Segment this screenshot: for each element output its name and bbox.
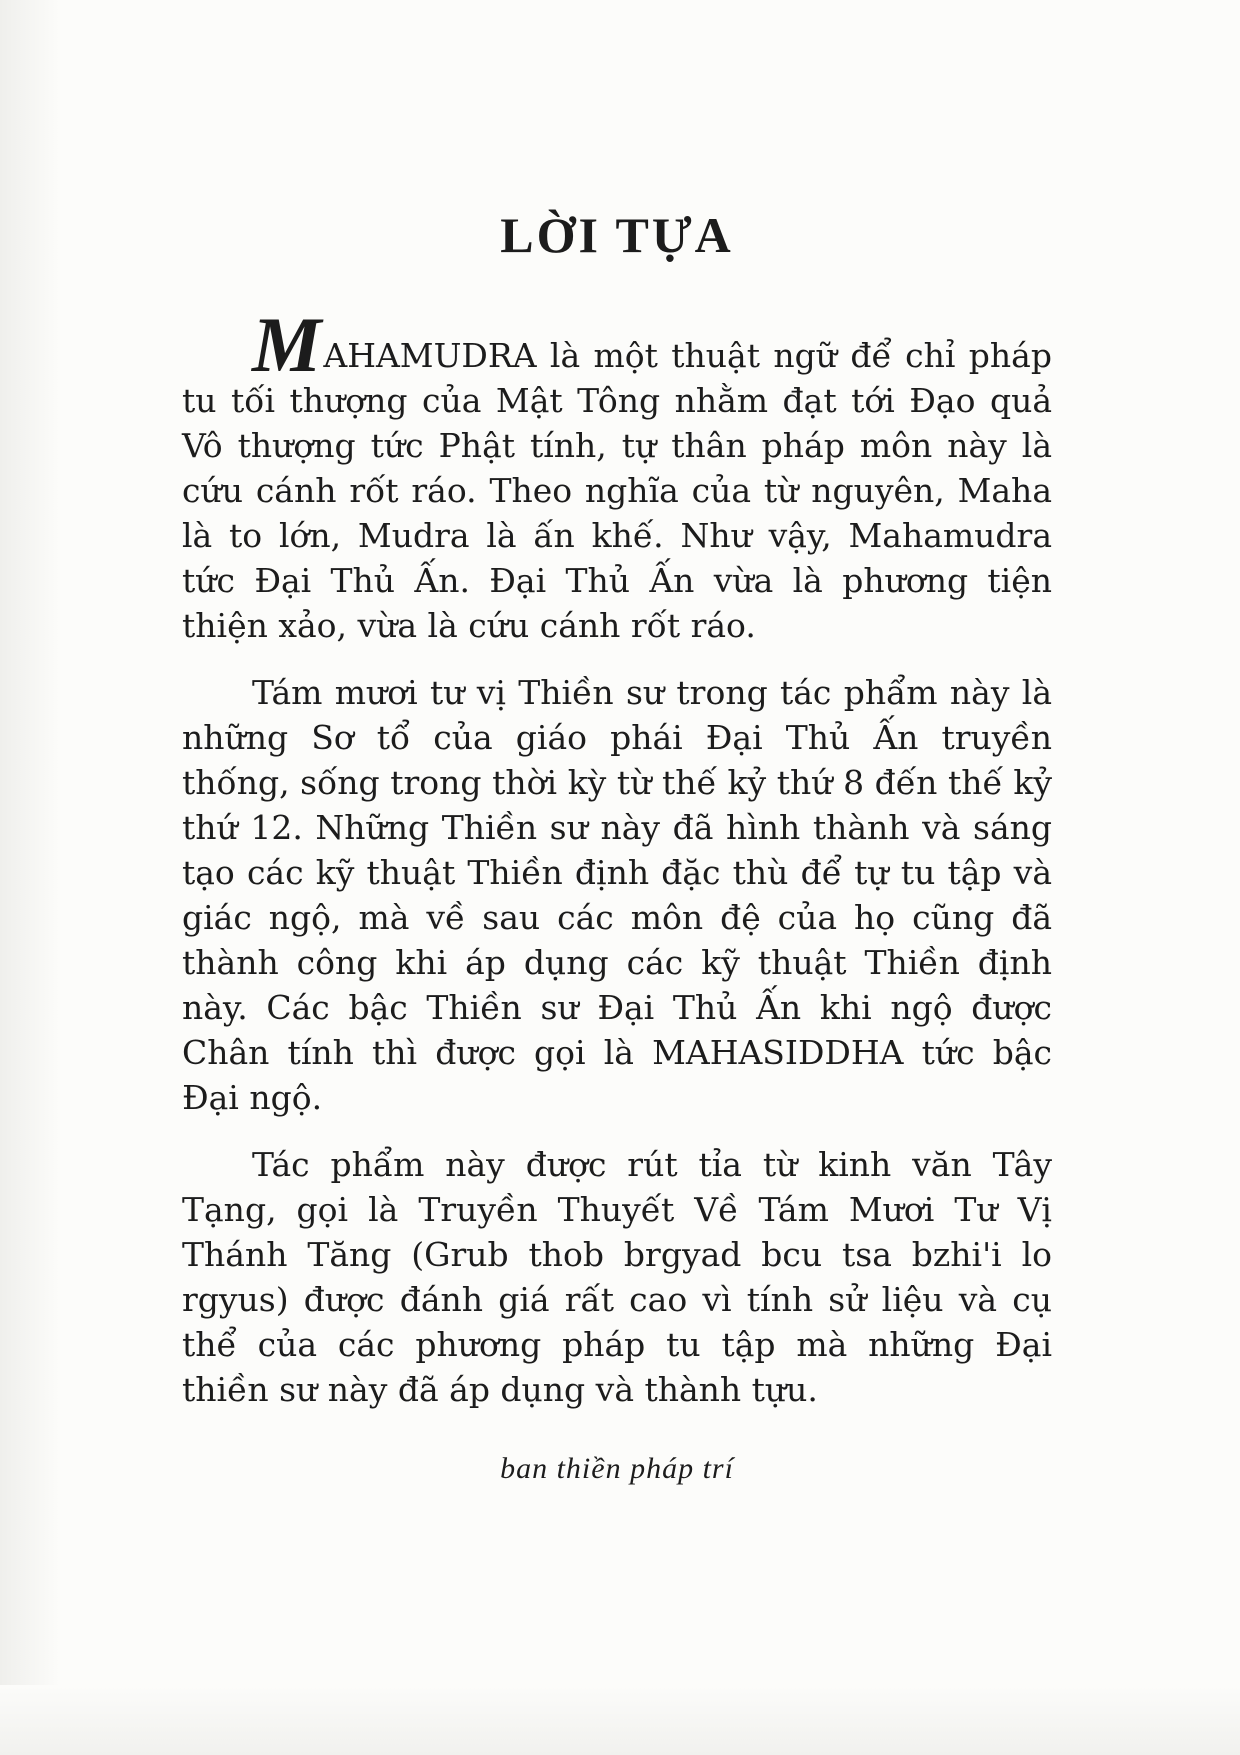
signature: ban thiền pháp trí	[500, 1452, 734, 1485]
scan-shadow-bottom	[0, 1685, 1240, 1755]
page-content	[182, 207, 1052, 1486]
paragraph-source: Tác phẩm này được rút tỉa từ kinh văn Tây Tạng, gọi là Truyền Thuyết Về Tám Mươi Tư Vị Thánh Tăng (Grub thob brgyad bcu tsa bzhi'i lo rgyus) được đánh giá rất cao vì tính sử liệu và cụ thể của các phương pháp tu tập mà những Đại thiền sư này đã áp dụng và thành tựu.	[182, 1145, 1052, 1409]
paragraph-intro-text: AHAMUDRA là một thuật ngữ để chỉ pháp tu tối thượng của Mật Tông nhằm đạt tới Đạo quả Vô thượng tức Phật tính, tự thân pháp môn này là cứu cánh rốt ráo. Theo nghĩa của từ nguyên, Maha là to lớn, Mudra là ấn khế. Như vậy, Mahamudra tức Đại Thủ Ấn. Đại Thủ Ấn vừa là phương tiện thiện xảo, vừa là cứu cánh rốt ráo.	[182, 336, 1052, 645]
paragraph-masters: Tám mươi tư vị Thiền sư trong tác phẩm này là những Sơ tổ của giáo phái Đại Thủ Ấn truyền thống, sống trong thời kỳ từ thế kỷ thứ 8 đến thế kỷ thứ 12. Những Thiền sư này đã hình thành và sáng tạo các kỹ thuật Thiền định đặc thù để tự tu tập và giác ngộ, mà về sau các môn đệ của họ cũng đã thành công khi áp dụng các kỹ thuật Thiền định này. Các bậc Thiền sư Đại Thủ Ấn khi ngộ được Chân tính thì được gọi là MAHASIDDHA tức bậc Đại ngộ.	[182, 673, 1052, 1117]
scan-shadow-left	[0, 0, 60, 1755]
drop-cap: M	[252, 301, 322, 388]
paragraph-intro	[182, 301, 1052, 648]
page-title: LỜI TỰA	[500, 207, 734, 263]
